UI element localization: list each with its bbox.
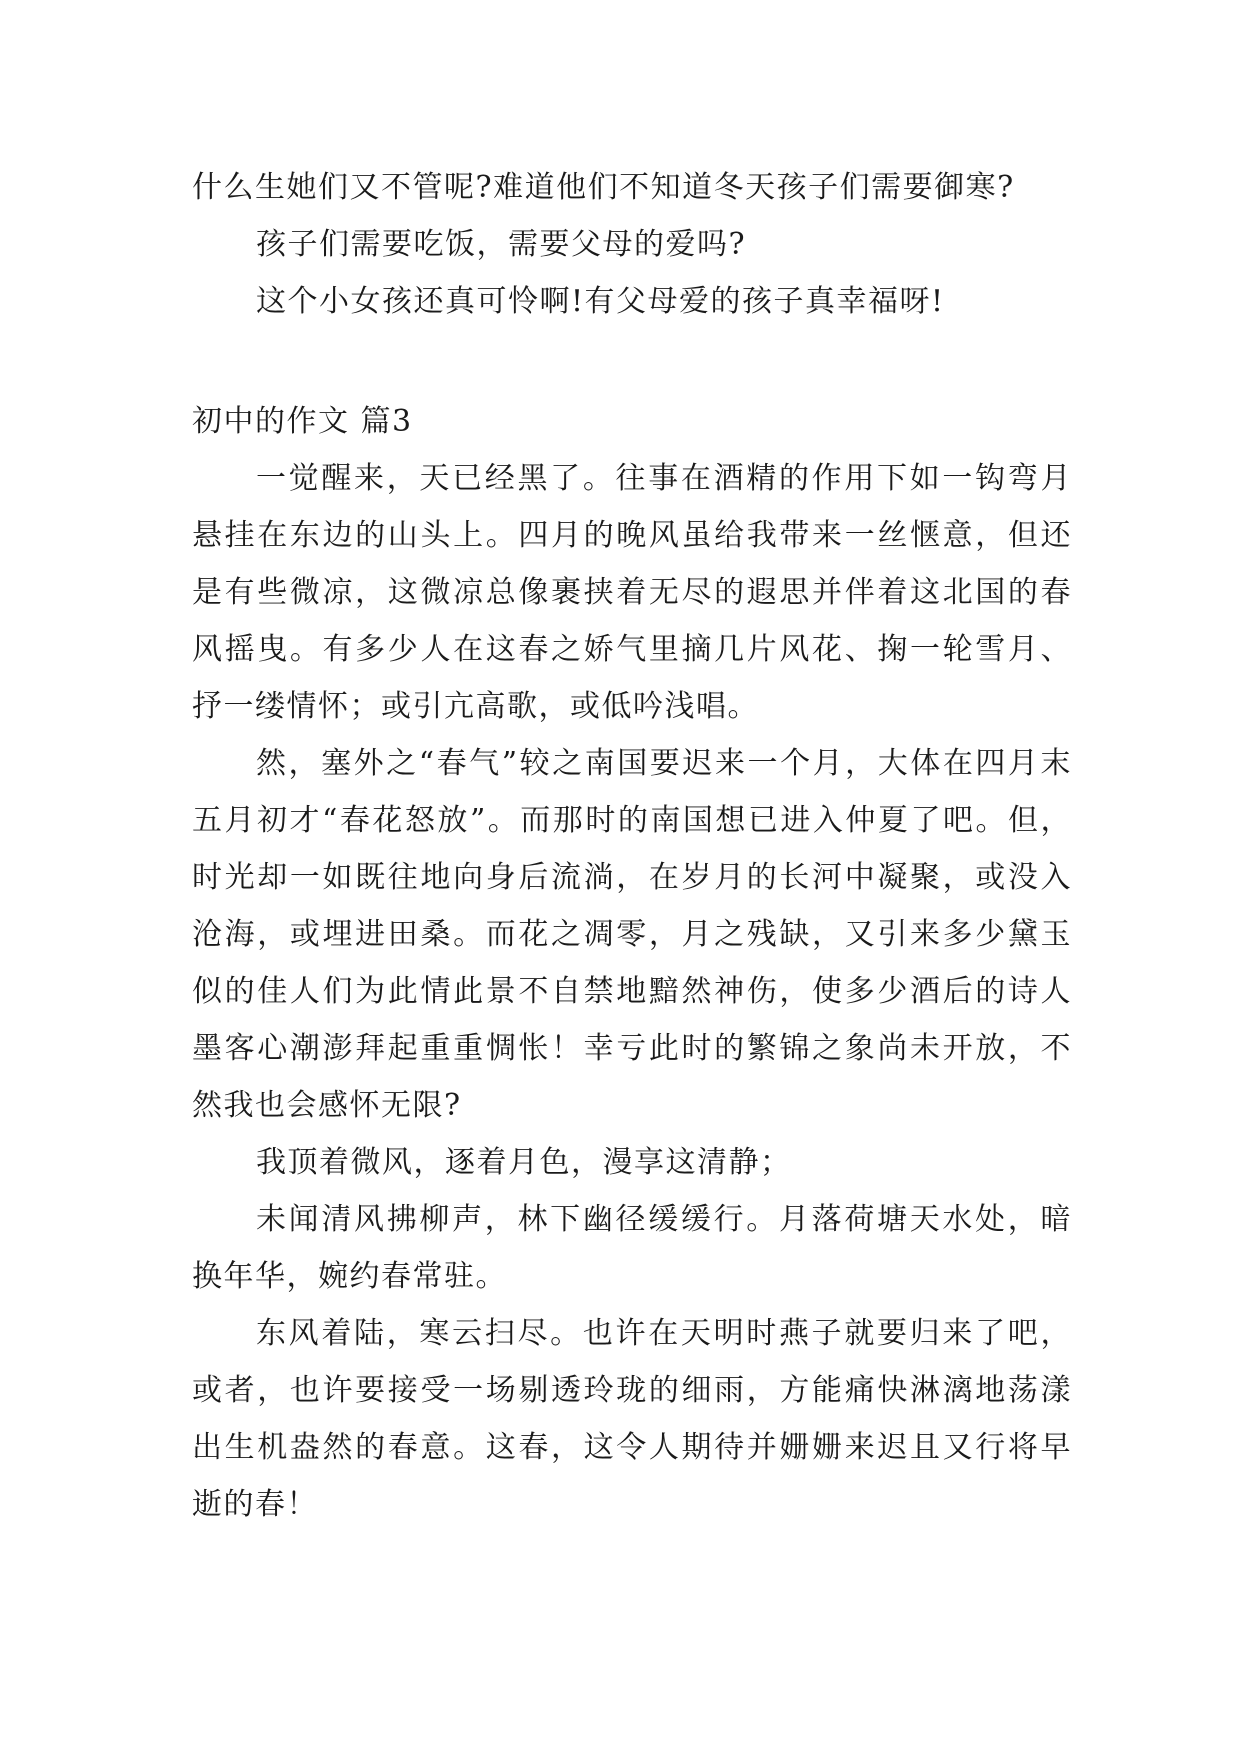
paragraph: 一觉醒来，天已经黑了。往事在酒精的作用下如一钩弯月悬挂在东边的山头上。四月的晚风虽给我带来一丝惬意，但还是有些微凉，这微凉总像裹挟着无尽的遐思并伴着这北国的春风摇曳。有多少人在这春之娇气里摘几片风花、掬一轮雪月、抒一缕情怀；或引亢高歌，或低吟浅唱。 <box>192 461 1072 724</box>
previous-essay-ending <box>192 159 1072 330</box>
paragraph: 我顶着微风，逐着月色，漫享这清静； <box>256 1145 792 1180</box>
paragraph: 未闻清风拂柳声，林下幽径缓缓行。月落荷塘天水处，暗换年华，婉约春常驻。 <box>192 1202 1072 1294</box>
paragraph: 孩子们需要吃饭，需要父母的爱吗? <box>256 227 747 262</box>
paragraph: 东风着陆，寒云扫尽。也许在天明时燕子就要归来了吧，或者，也许要接受一场剔透玲珑的细雨，方能痛快淋漓地荡漾出生机盎然的春意。这春，这令人期待并姗姗来迟且又行将早逝的春！ <box>192 1316 1072 1522</box>
paragraph: 什么生她们又不管呢?难道他们不知道冬天孩子们需要御寒? <box>192 170 1015 205</box>
section-title: 初中的作文 篇3 <box>192 404 413 439</box>
paragraph: 这个小女孩还真可怜啊!有父母爱的孩子真幸福呀! <box>256 284 945 319</box>
essay-section <box>192 393 1072 1533</box>
paragraph: 然，塞外之“春气”较之南国要迟来一个月，大体在四月末五月初才“春花怒放”。而那时的南国想已进入仲夏了吧。但，时光却一如既往地向身后流淌，在岁月的长河中凝聚，或没入沧海，或埋进田桑。而花之凋零，月之残缺，又引来多少黛玉似的佳人们为此情此景不自禁地黯然神伤，使多少酒后的诗人墨客心潮澎拜起重重惆怅！幸亏此时的繁锦之象尚未开放，不然我也会感怀无限? <box>192 746 1072 1123</box>
